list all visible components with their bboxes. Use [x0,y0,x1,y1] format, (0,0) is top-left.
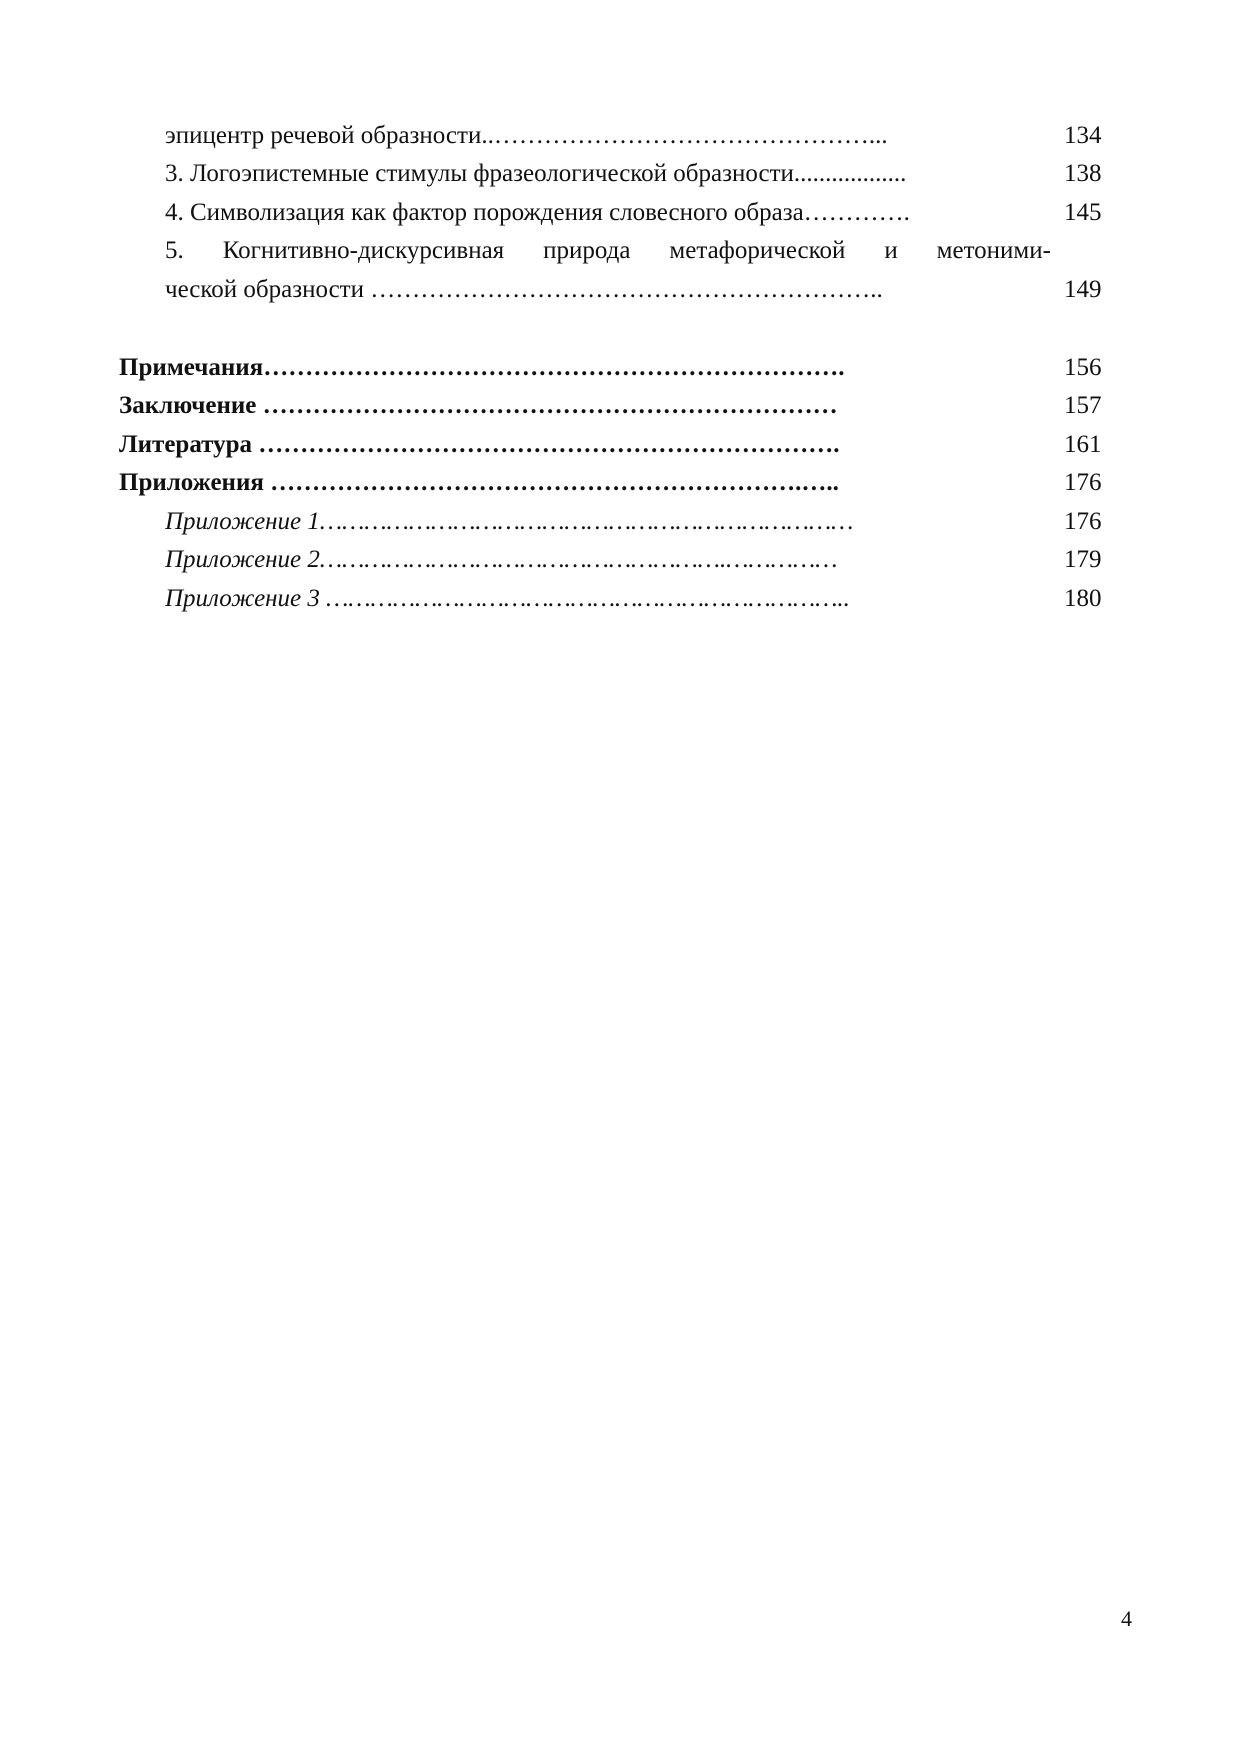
page-number: 4 [1121,1606,1132,1631]
toc-entry-title: Приложение 3 …………………………………………………………….. [165,585,850,612]
toc-entry-page: 156 [1064,354,1102,381]
toc-word: метоними- [936,237,1051,264]
toc-entry-section-5-line1 [165,233,1051,269]
toc-entry-page: 145 [1064,199,1102,226]
toc-entry-section-5-line2 [165,272,1055,308]
toc-entry-page: 176 [1064,508,1102,535]
toc-entry-appendices [119,465,1055,501]
toc-entry-title: Литература ……………………………………………………………. [119,431,840,458]
toc-entry-page: 179 [1064,546,1102,573]
toc-entry-appendix-3 [165,581,1055,617]
toc-word: и [884,237,898,264]
toc-word: 5. [165,237,184,264]
toc-entry-appendix-1 [165,504,1055,540]
toc-entry-title: эпицентр речевой образности..………………………………………... [165,122,888,149]
toc-entry-title: Приложение 1……………………………………………………………… [165,508,854,535]
toc-entry-title: 4. Символизация как фактор порождения словесного образа…………. [165,199,910,226]
toc-entry-page: 157 [1064,392,1102,419]
toc-word: природа [543,237,631,264]
toc-entry-title: Приложения ……………………………………………………….….. [119,469,839,496]
toc-word: Когнитивно-дискурсивная [222,237,505,264]
toc-entry-literature [119,427,1055,463]
toc-entry-page: 149 [1064,276,1102,303]
toc-entry-title: Заключение …………………………………………………………… [119,392,838,419]
toc-entry-epicenter [165,118,1055,154]
toc-entry-page: 176 [1064,469,1102,496]
toc-entry-section-3 [165,156,1055,192]
toc-entry-title: Примечания……………………………………………………………. [119,354,845,381]
toc-entry-title: ческой образности …………………………………………………….. [165,276,883,303]
toc-entry-title: Приложение 2……………………………………………….…………… [165,546,838,573]
toc-entry-appendix-2 [165,542,1055,578]
toc-entry-notes [119,350,1055,386]
toc-entry-page: 134 [1064,122,1102,149]
toc-entry-page: 180 [1064,585,1102,612]
toc-entry-section-4 [165,195,1055,231]
toc-word: метафорической [669,237,846,264]
toc-entry-title: 3. Логоэпистемные стимулы фразеологической образности.................. [165,160,907,187]
toc-entry-conclusion [119,388,1055,424]
toc-entry-page: 138 [1064,160,1102,187]
toc-entry-page: 161 [1064,431,1102,458]
